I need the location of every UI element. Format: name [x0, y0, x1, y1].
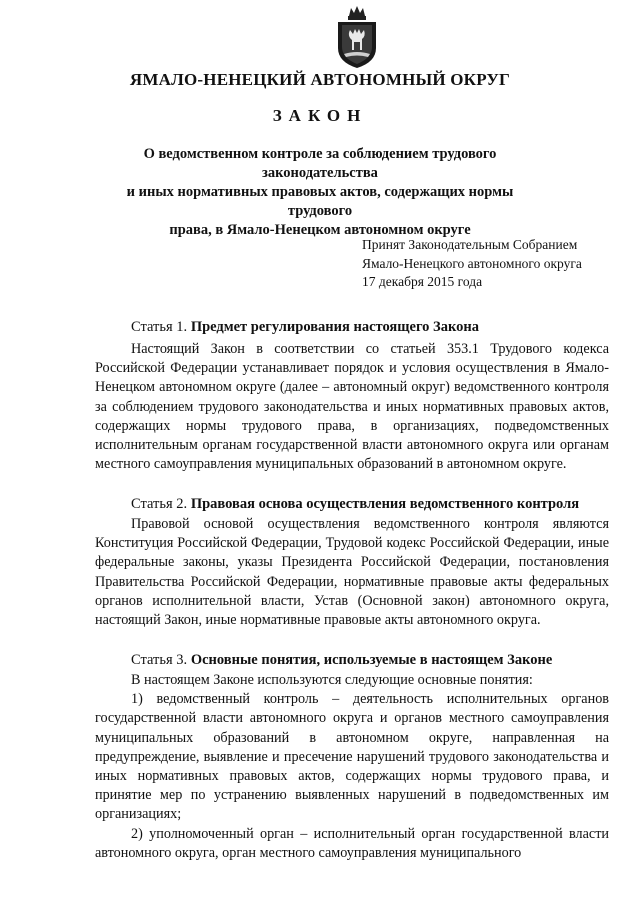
coat-of-arms-emblem	[334, 6, 380, 70]
adoption-note	[362, 236, 632, 292]
adoption-date: 17 декабря 2015 года	[362, 274, 483, 289]
law-title-line: О ведомственном контроле за соблюдением трудового законодательства	[143, 146, 497, 181]
article-title: Предмет регулирования настоящего Закона	[190, 319, 479, 335]
paragraph: Настоящий Закон в соответствии со статьей 353.1 Трудового кодекса Российской Федерации устанавливает порядок и условия осуществления в Ямало-Ненецком автономном округе (далее – автономный округ) ведомственного контроля за соблюдением трудового законодательства и иных нормативных правовых актов, содержащих нормы трудового права, в организациях, подведомственных исполнительным органам государственной власти автономного округа или органам местного самоуправления муниципальных образований в автономном округе.	[95, 341, 609, 473]
paragraph: В настоящем Законе используются следующие основные понятия:	[131, 672, 533, 688]
article-number: Статья 3.	[131, 652, 188, 668]
adoption-line: Принят Законодательным Собранием	[362, 237, 578, 252]
law-title-line: и иных нормативных правовых актов, содержащих нормы трудового	[126, 184, 514, 219]
article-2-body	[95, 515, 609, 630]
article-3-heading	[131, 652, 552, 669]
article-1-body	[95, 340, 609, 474]
article-number: Статья 2.	[131, 496, 188, 512]
article-2-heading	[131, 496, 579, 513]
document-type: ЗАКОН	[272, 106, 368, 125]
article-title: Правовая основа осуществления ведомственного контроля	[190, 496, 580, 512]
article-title: Основные понятия, используемые в настоящем Законе	[190, 652, 553, 668]
law-title	[96, 145, 544, 240]
paragraph: 2) уполномоченный орган – исполнительный орган государственной власти автономного округа, орган местного самоуправления муниципального	[95, 825, 609, 861]
paragraph: 1) ведомственный контроль – деятельность исполнительных органов государственной власти автономного округа и органов местного самоуправления муниципальных образований в автономном округе, направленная на предупреждение, выявление и пресечение нарушений трудового законодательства и иных нормативных правовых актов, содержащих нормы трудового права, и принятие мер по устранению выявленных нарушений в подведомственных им организациях;	[95, 691, 609, 823]
article-1-heading	[131, 319, 479, 336]
paragraph: Правовой основой осуществления ведомственного контроля являются Конституция Российской Федерации, Трудовой кодекс Российской Федерации, иные федеральные законы, указы Президента Российской Федерации, постановления Правительства Российской Федерации, нормативные правовые акты федеральных органов исполнительной власти, Устав (Основной закон) автономного округа, настоящий Закон, иные нормативные правовые акты автономного округа.	[95, 516, 609, 629]
law-title-line: права, в Ямало-Ненецком автономном округе	[169, 222, 471, 238]
article-number: Статья 1.	[131, 319, 188, 335]
article-3-body	[95, 671, 609, 863]
adoption-line: Ямало-Ненецкого автономного округа	[362, 255, 582, 271]
region-name: ЯМАЛО-НЕНЕЦКИЙ АВТОНОМНЫЙ ОКРУГ	[129, 70, 511, 89]
